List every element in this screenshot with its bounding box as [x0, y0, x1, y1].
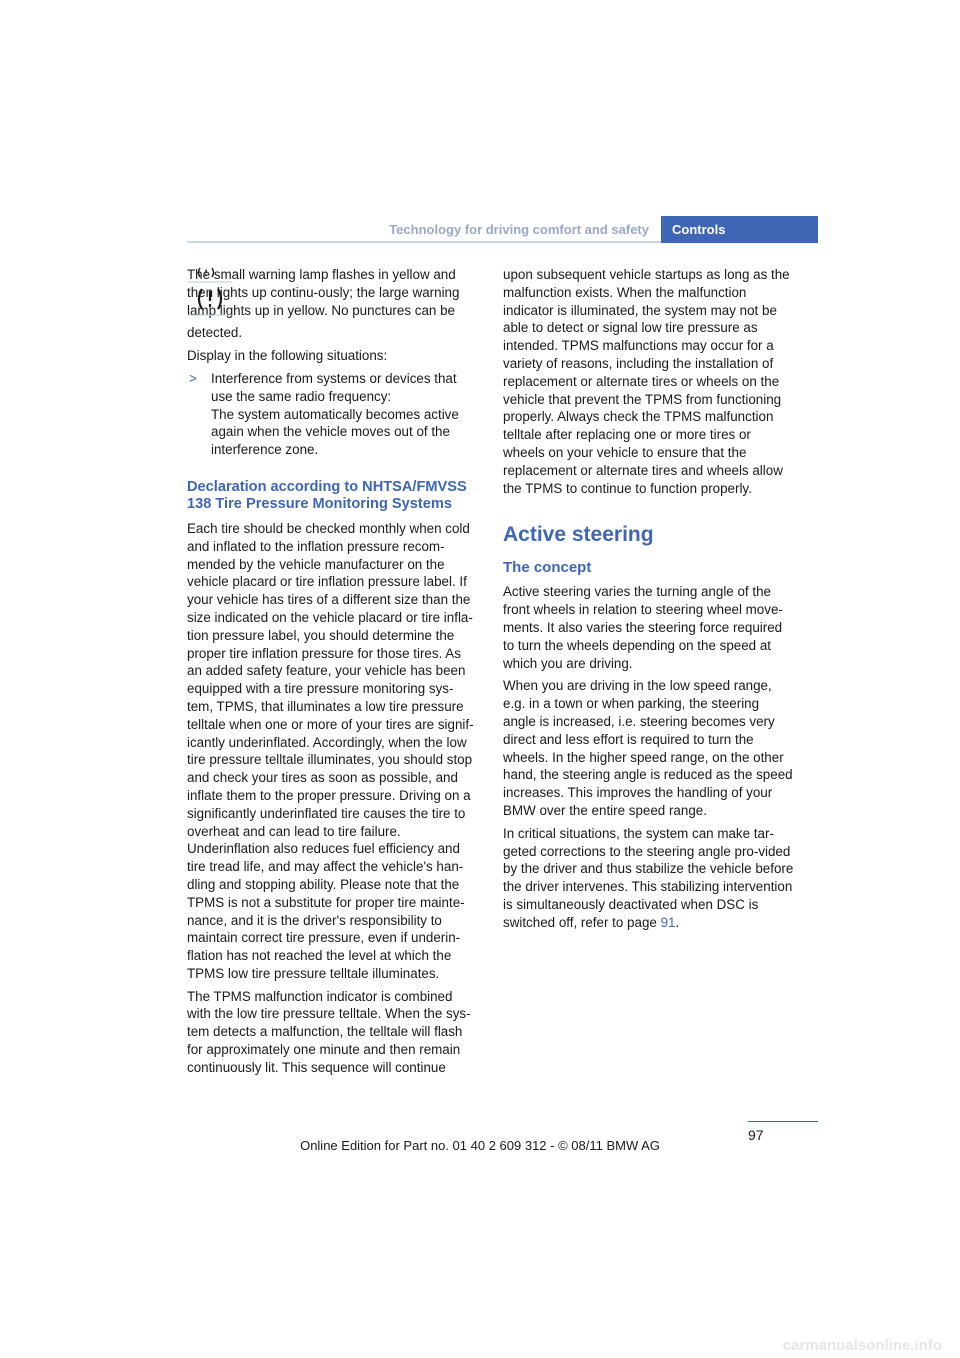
- display-intro: Display in the following situations:: [187, 348, 388, 364]
- bullet-text: Interference from systems or devices that use the same radio frequency:: [211, 370, 457, 404]
- header-tab-controls: Controls: [661, 216, 818, 243]
- small-tire-warning-icon: [199, 268, 214, 277]
- list-item: [187, 370, 479, 459]
- warning-lamp-text: The small warning lamp flashes in yellow and then lights up continu-ously; the large warning lamp lights up in yellow. No punctures can be: [187, 267, 460, 318]
- warning-lamp-text-cont: detected.: [187, 325, 243, 341]
- header-section-title: Technology for driving comfort and safety: [389, 222, 649, 237]
- bullet-text-cont: The system automatically becomes active again when the vehicle moves out of the interference zone.: [211, 406, 459, 458]
- concept-paragraph-3-end: .: [675, 914, 680, 930]
- right-column: [503, 266, 795, 937]
- page-number: 97: [748, 1127, 764, 1143]
- bullet-marker: >: [189, 370, 197, 386]
- tpms-paragraph-2: The TPMS malfunction indicator is combined with the low tire pressure telltale. When the sys-tem detects a malfunction, the telltale will flash for approximately one minute and then remain continuously lit. This sequence will continue: [187, 988, 471, 1075]
- concept-paragraph-3: [503, 825, 795, 932]
- declaration-heading: Declaration according to NHTSA/FMVSS 138 Tire Pressure Monitoring Systems: [187, 478, 467, 513]
- concept-paragraph-1: Active steering varies the turning angle of the front wheels in relation to steering wheel move-ments. It also varies the steering force required to turn the wheels depending on the speed at which you are driving.: [503, 584, 783, 671]
- concept-paragraph-3-text: In critical situations, the system can make tar-geted corrections to the steering angle pro-vided by the driver and thus stabilize the vehicle before the driver intervenes. This stabilizing intervention is simultaneously deactivated when DSC is switched off, refer to page: [503, 825, 794, 930]
- large-tire-warning-icon: [199, 289, 221, 309]
- page-number-rule: [748, 1121, 818, 1122]
- tpms-paragraph-cont: upon subsequent vehicle startups as long as the malfunction exists. When the malfunction indicator is illuminated, the system may not be able to detect or signal low tire pressure as intended. TPMS malfunctions may occur for a variety of reasons, including the installation of replacement or alternate tires or wheels on the vehicle that prevent the TPMS from functioning properly. Always check the TPMS malfunction telltale after replacing one or more tires or wheels on your vehicle to ensure that the replacement or alternate tires and wheels allow the TPMS to continue to function properly.: [503, 267, 790, 496]
- watermark: carmanualsonline.info: [782, 1337, 942, 1354]
- tpms-paragraph-1: Each tire should be checked monthly when cold and inflated to the inflation pressure recom-mended by the vehicle manufacturer on the vehicle placard or tire inflation pressure label. If your vehicle has tires of a different size than the size indicated on the vehicle placard or tire infla-tion pressure label, you should determine the proper tire inflation pressure for those tires. As an added safety feature, your vehicle has been equipped with a tire pressure monitoring sys-tem, TPMS, that illuminates a low tire pressure telltale when one or more of your tires are signif-icantly underinflated. Accordingly, when the low tire pressure telltale illuminates, you should stop and check your tires as soon as possible, and inflate them to the proper pressure. Driving on a significantly underinflated tire causes the tire to overheat and can lead to tire failure. Underinflation also reduces fuel efficiency and tire tread life, and may affect the vehicle's han-dling and stopping ability. Please note that the TPMS is not a substitute for proper tire mainte-nance, and it is the driver's responsibility to maintain correct tire pressure, even if underin-flation has not reached the level at which the TPMS low tire pressure telltale illuminates.: [187, 520, 474, 981]
- active-steering-heading: Active steering: [503, 523, 654, 547]
- tire-warning-block: [187, 266, 479, 319]
- concept-paragraph-2: When you are driving in the low speed range, e.g. in a town or when parking, the steering angle is increased, i.e. steering becomes very direct and less effort is required to turn the wheels. In the higher speed range, on the other hand, the steering angle is reduced as the speed increases. This improves the handling of your BMW over the entire speed range.: [503, 678, 793, 818]
- header-rule: [187, 241, 661, 243]
- page-91-link[interactable]: 91: [660, 914, 676, 930]
- tire-warning-icon: [187, 266, 233, 318]
- concept-heading: The concept: [503, 559, 592, 577]
- footer-edition: Online Edition for Part no. 01 40 2 609 312 - © 08/11 BMW AG: [300, 1138, 660, 1153]
- left-column: [187, 266, 479, 1082]
